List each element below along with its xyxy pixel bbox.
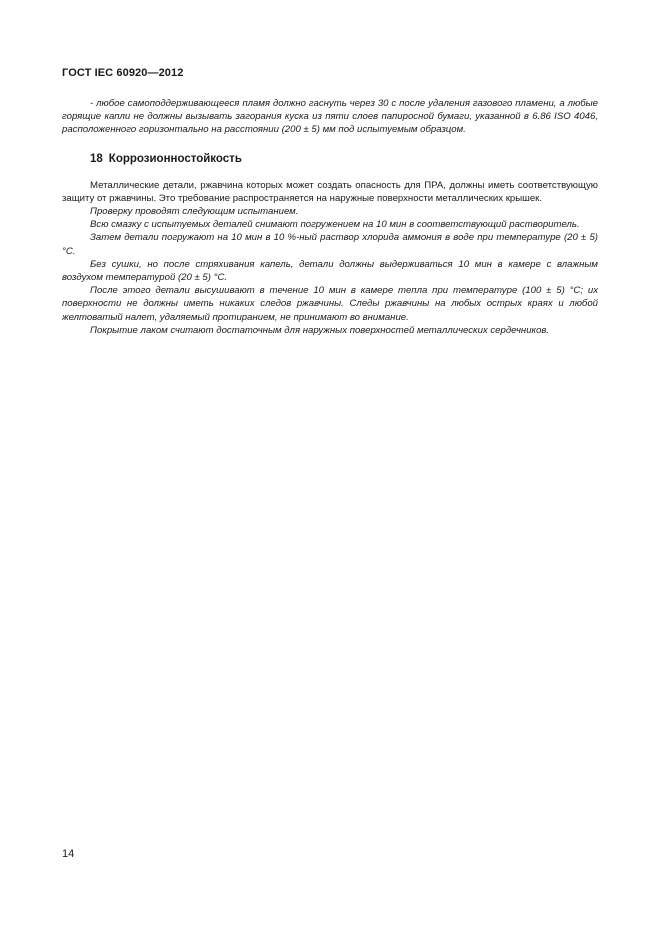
page-content — [62, 97, 598, 337]
section-paragraph-humid-chamber: Без сушки, но после стряхивания капель, детали должны выдерживаться 10 мин в камере с влажным воздухом температурой (20 ± 5) °С. — [62, 258, 598, 284]
section-title: Коррозионностойкость — [108, 152, 242, 165]
section-paragraph-requirement: Металлические детали, ржавчина которых может создать опасность для ПРА, должны иметь соответствующую защиту от ржавчины. Это требование распространяется на наружные поверхности металлических крышек. — [62, 179, 598, 204]
section-paragraph-immersion: Затем детали погружают на 10 мин в 10 %-ный раствор хлорида аммония в воде при температуре (20 ± 5) °С. — [62, 232, 598, 257]
section-paragraph-test-intro: Проверку проводят следующим испытанием. — [90, 206, 299, 218]
section-paragraph-varnish: Покрытие лаком считают достаточным для наружных поверхностей металлических сердечников. — [90, 324, 550, 336]
section-heading — [90, 153, 598, 165]
intro-paragraph: - любое самоподдерживающееся пламя должно гаснуть через 30 с после удаления газового пламени, а любые горящие капли не должны вызывать загорания куска из пяти слоев папиросной бумаги, указанной в 6.86 ISO 4046, расположенного горизонтально на расстоянии (200 ± 5) мм под испытуемым образцом. — [62, 98, 598, 136]
document-code-header: ГОСТ IEC 60920—2012 — [62, 67, 184, 79]
section-paragraph-drying: После этого детали высушивают в течение 10 мин в камере тепла при температуре (100 ± 5) °С; их поверхности не должны иметь никаких следов ржавчины. Следы ржавчины на любых острых краях и любой желтоватый налет, удаляемый протиранием, не принимают во внимание. — [62, 285, 598, 323]
page-number: 14 — [62, 848, 75, 860]
section-number: 18 — [90, 152, 103, 165]
section-paragraph-degreasing: Всю смазку с испытуемых деталей снимают погружением на 10 мин в соответствующий растворитель. — [90, 219, 580, 231]
